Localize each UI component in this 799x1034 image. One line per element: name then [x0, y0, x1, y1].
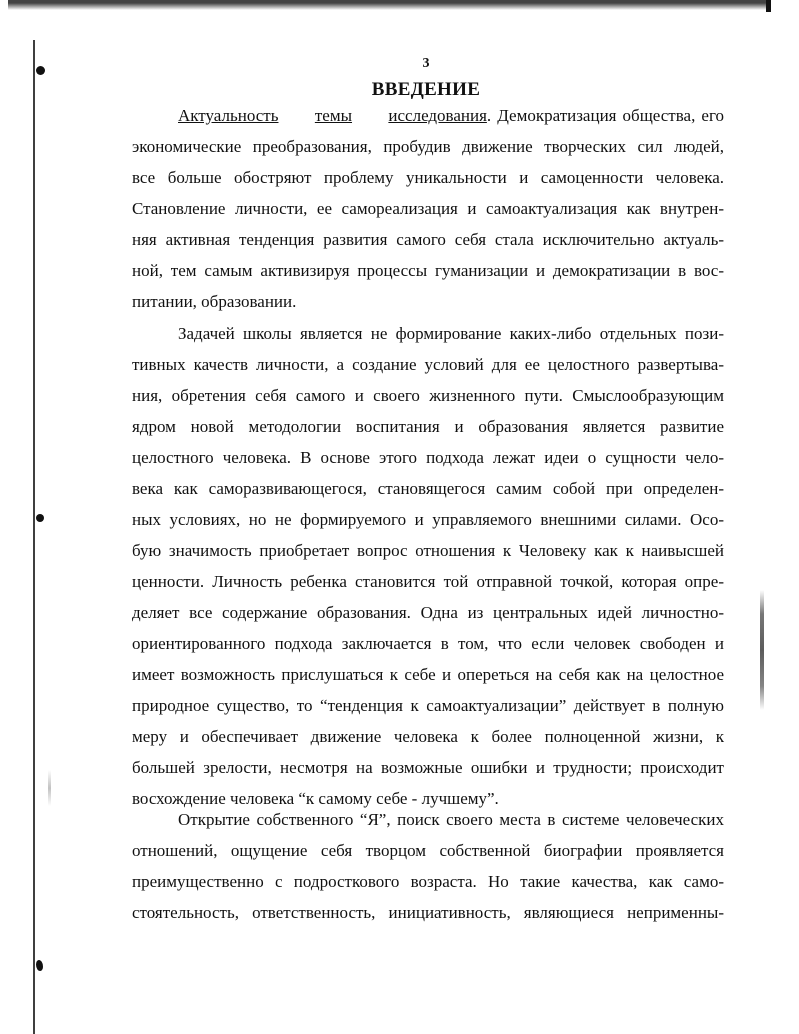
- paragraph-self-discovery: [132, 804, 724, 928]
- paragraph-line: отношений, ощущение себя творцом собственной биографии проявляется: [132, 841, 724, 860]
- page-number: 3: [422, 56, 430, 71]
- scan-streak-right: [760, 590, 764, 710]
- paragraph-line: ядром новой методологии воспитания и образования является развитие: [132, 417, 724, 436]
- paragraph-relevance: [132, 100, 724, 317]
- paragraph-line: [132, 100, 724, 131]
- paragraph-line: ния, обретения себя самого и своего жизненного пути. Смыслообразующим: [132, 386, 724, 405]
- paragraph-line: бую значимость приобретает вопрос отношения к Человеку как к наивысшей: [132, 541, 724, 560]
- paragraph-line: Становление личности, ее самореализация и самоактуализация как внутрен-: [132, 199, 724, 218]
- paragraph-school-task: [132, 318, 724, 814]
- underlined-term: темы: [314, 106, 353, 125]
- punch-hole-mark: [36, 514, 44, 522]
- paragraph-line: века как саморазвивающегося, становящегося самим собой при определен-: [132, 479, 724, 498]
- paragraph-line: ориентированного подхода заключается в том, что если человек свободен и: [132, 634, 724, 653]
- paragraph-line: ных условиях, но не формируемого и управляемого внешними силами. Осо-: [132, 510, 724, 529]
- underlined-term: исследования: [388, 106, 487, 125]
- paragraph-line: целостного человека. В основе этого подхода лежат идеи о сущности чело-: [132, 448, 724, 467]
- paragraph-line: питании, образовании.: [132, 292, 297, 311]
- paragraph-line: восхождение человека “к самому себе - лучшему”.: [132, 789, 499, 808]
- paragraph-line: няя активная тенденция развития самого себя стала исключительно актуаль-: [132, 230, 724, 249]
- paragraph-line: все больше обостряют проблему уникальности и самоценности человека.: [132, 168, 724, 187]
- underlined-term: Актуальность: [178, 106, 279, 125]
- paragraph-line: деляет все содержание образования. Одна из центральных идей личностно-: [132, 603, 724, 622]
- paragraph-line: тивных качеств личности, а создание условий для ее целостного развертыва-: [132, 355, 724, 374]
- paragraph-line: стоятельность, ответственность, инициативность, являющиеся неприменны-: [132, 903, 724, 922]
- paragraph-line: имеет возможность прислушаться к себе и опереться на себя как на целостное: [132, 665, 724, 684]
- scan-edge-left: [33, 40, 35, 1034]
- paragraph-line: меру и обеспечивает движение человека к более полноценной жизни, к: [132, 727, 724, 746]
- scan-smudge-left: [48, 770, 51, 806]
- paragraph-line: ной, тем самым активизируя процессы гуманизации и демократизации в вос-: [132, 261, 724, 280]
- scan-edge-right: [766, 0, 771, 12]
- paragraph-line: преимущественно с подросткового возраста. Но такие качества, как само-: [132, 872, 724, 891]
- paragraph-line: большей зрелости, несмотря на возможные ошибки и трудности; происходит: [132, 758, 724, 777]
- page-title: ВВЕДЕНИЕ: [371, 79, 481, 100]
- punch-hole-mark: [36, 960, 43, 971]
- paragraph-line: Открытие собственного “Я”, поиск своего места в системе человеческих: [178, 810, 724, 829]
- paragraph-line: Задачей школы является не формирование каких-либо отдельных пози-: [178, 324, 724, 343]
- paragraph-line: ценности. Личность ребенка становится той отправной точкой, которая опре-: [132, 572, 724, 591]
- paragraph-lead-tail: . Демократизация общества, его: [486, 106, 724, 125]
- paragraph-line: природное существо, то “тенденция к самоактуализации” действует в полную: [132, 696, 724, 715]
- paragraph-line: экономические преобразования, пробудив движение творческих сил людей,: [132, 137, 724, 156]
- scan-edge-top: [8, 0, 768, 10]
